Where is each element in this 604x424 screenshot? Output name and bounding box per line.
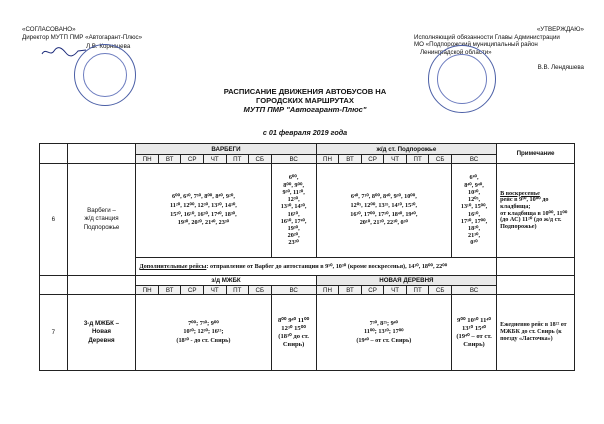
day-fri: ПТ [406, 155, 429, 164]
document-title [160, 88, 450, 114]
times-line: Свирь) [282, 340, 305, 348]
route7-dir2-sunday-times [451, 295, 496, 371]
direction-header-novaya-derevnya: НОВАЯ ДЕРЕВНЯ [316, 276, 496, 286]
day-thu: ЧТ [384, 286, 407, 295]
day-wed: СР [361, 155, 384, 164]
day-thu: ЧТ [203, 155, 226, 164]
times-line: 10³⁰; 12³⁰; 16¹⁵; [183, 328, 224, 336]
blank-route-header [67, 276, 136, 295]
route7-name-line2: Новая [91, 328, 111, 336]
approved-label-left: «СОГЛАСОВАНО» [22, 26, 76, 33]
times-line: (18³⁰ - до ст. Свирь) [176, 336, 231, 344]
day-fri: ПТ [226, 286, 249, 295]
day-sun: ВС [271, 286, 316, 295]
blank-route-header [67, 144, 136, 164]
times-line: 19³⁰, 20²⁰, 21⁴⁰, 23³⁰ [177, 219, 230, 227]
route7-note: Ежедневно рейс в 18²² от МЖБК до ст. Свирь (к поезду «Ласточка») [497, 295, 575, 371]
times-line: (18³⁰ до ст. [278, 332, 309, 340]
day-sun: ВС [451, 286, 496, 295]
day-sat: СБ [249, 155, 272, 164]
times-line: 6⁰⁰, [288, 174, 299, 182]
times-line: 23³⁰ [288, 239, 299, 247]
times-line: 13¹⁰, 15⁰⁰, [460, 203, 488, 211]
day-tue: ВТ [158, 286, 181, 295]
table-row-route7 [40, 295, 575, 371]
times-line: (19⁴⁰ – от ст. Свирь) [356, 336, 412, 344]
route6-dir2-sunday-times [451, 164, 496, 258]
day-sat: СБ [249, 286, 272, 295]
day-sun: ВС [451, 155, 496, 164]
times-line: 12⁰⁵, [467, 196, 481, 204]
times-line: 20¹⁰, 21³⁰, 22³⁰, 0³⁰ [359, 219, 408, 227]
route6-dir1-weekday-times [136, 164, 271, 258]
times-line: 16¹⁰, [287, 210, 300, 218]
note-line: В воскресенье [500, 189, 540, 197]
day-mon: ПН [136, 155, 159, 164]
times-line: 10³⁰, [467, 188, 481, 196]
times-line: Свирь) [463, 340, 485, 348]
extra-trips-label: Дополнительные рейсы [139, 263, 207, 270]
blank-number-header [40, 276, 68, 295]
times-line: 16⁵⁰, 17⁴⁰, [280, 217, 307, 225]
times-line: 15²⁰, 16¹⁰, 16⁵⁰, 17⁴⁰, 18³⁰, [170, 210, 237, 218]
stamp-left [74, 44, 136, 106]
note-header: Примечание [497, 144, 575, 164]
day-sun: ВС [271, 155, 316, 164]
day-wed: СР [181, 286, 204, 295]
direction-header-station: ж/д ст. Подпорожье [316, 144, 496, 155]
route6-name-line3: Подпорожье [83, 223, 120, 231]
approver-line3: Ленинградской области» [420, 48, 492, 56]
route6-dir2-weekday-times [316, 164, 451, 258]
times-line: 8⁰⁰ 9⁴⁰ 11⁰⁰ [277, 316, 310, 324]
route6-note [497, 164, 575, 258]
table-row-route6 [40, 164, 575, 258]
times-line: 12³⁰, [287, 196, 300, 204]
route-number-7: 7 [40, 295, 68, 371]
times-line: 11²⁰, 12⁰⁰, 12³⁰, 13³⁰, 14³⁰, [170, 201, 237, 209]
day-wed: СР [181, 155, 204, 164]
times-line: 16¹⁰, 17⁰⁰, 17⁵⁰, 18⁴⁰, 19⁴⁰, [350, 210, 418, 218]
times-line: 13¹⁰ 15⁴⁰ [461, 324, 487, 332]
title-line3: МУТП ПМР "Автогарант-Плюс" [243, 104, 367, 114]
times-line: 7³⁰, 8²⁵; 9⁴⁰ [369, 319, 399, 327]
extra-trips-text: : отправление от Варбег до автостанции в 9⁵⁰, 10³⁰ (кроме воскресенья), 14¹⁰, 18⁰⁰, 22⁰⁰ [206, 263, 448, 270]
day-sat: СБ [429, 155, 452, 164]
times-line: 6⁰⁰, 6³⁰, 7⁵⁰, 8⁰⁰, 8⁴⁰, 9²⁰, [172, 193, 235, 201]
note-line: от кладбища в 10⁰⁰, 11⁰⁰ (до АС) 11²⁰ (до ж/д ст. Подпорожье) [500, 209, 568, 230]
schedule-table [39, 143, 575, 371]
times-line: 8⁰⁰, 9⁰⁰, [283, 181, 305, 189]
times-line: 8⁴⁰, 9⁴⁰, [464, 181, 484, 189]
approved-label-right: «УТВЕРЖДАЮ» [536, 26, 584, 33]
signatory-right: В.В. Лендяшева [537, 64, 584, 72]
day-mon: ПН [316, 155, 339, 164]
route7-dir1-sunday-times [271, 295, 316, 371]
day-tue: ВТ [339, 155, 362, 164]
title-line2: ГОРОДСКИХ МАРШРУТАХ [256, 95, 354, 105]
day-tue: ВТ [158, 155, 181, 164]
times-line: 21³⁰, [467, 232, 481, 240]
approver-line1: Исполняющий обязанности Главы Администрации [414, 33, 560, 41]
times-line: 6⁴⁰, [469, 174, 479, 182]
route7-name-line3: Деревня [88, 336, 115, 344]
note-header-blank [497, 276, 575, 295]
day-wed: СР [361, 286, 384, 295]
times-line: 17³⁰, 17⁰⁰, [460, 217, 488, 225]
times-line: 9⁰⁰ 10⁵⁰ 11⁴⁰ [457, 316, 491, 324]
day-mon: ПН [316, 286, 339, 295]
times-line: (19⁴⁰ – от ст. [456, 332, 492, 340]
times-line: 11⁰⁰; 13¹⁰; 17⁰⁰ [363, 328, 404, 336]
route7-dir2-weekday-times [316, 295, 451, 371]
times-line: 16¹⁰, [467, 210, 481, 218]
times-line: 20²⁰, [287, 232, 300, 240]
approver-line2: МО «Подпорожский муниципальный район [414, 41, 538, 49]
direction-header-mzhbk: з/д МЖБК [136, 276, 316, 286]
effective-date: с 01 февраля 2019 года [262, 128, 348, 137]
director-position: Директор МУТП ПМР «Автогарант-Плюс» [22, 33, 143, 41]
day-thu: ЧТ [203, 286, 226, 295]
day-mon: ПН [136, 286, 159, 295]
route6-name-line1: Варбеги – [87, 206, 116, 214]
times-line: 9⁵⁰, 11²⁰, [282, 188, 305, 196]
times-line: 7⁰⁰; 7⁵⁰; 9⁰⁰ [188, 319, 219, 327]
day-fri: ПТ [406, 286, 429, 295]
times-line: 12⁰⁵, 12⁰⁰, 13³⁵, 14¹⁰, 15²⁰, [350, 201, 418, 209]
note-line: рейс в 9⁵⁰, 10⁰⁰ до кладбища; [500, 196, 549, 210]
route-number-6: 6 [40, 164, 68, 276]
route6-extra-note-blank [497, 258, 575, 276]
route-name-6 [67, 164, 136, 276]
times-line: 13³⁰, 14³⁰, [280, 203, 307, 211]
route6-name-line2: ж/д станция [84, 215, 119, 223]
route6-extra-trips [136, 258, 497, 276]
route7-name-line1: 3-д МЖБК – [83, 319, 120, 327]
day-fri: ПТ [226, 155, 249, 164]
times-line: 12³⁰ 15⁰⁰ [281, 324, 307, 332]
day-thu: ЧТ [384, 155, 407, 164]
signatory-left: Л.В. Корнацева [86, 43, 131, 51]
route6-dir1-sunday-times [271, 164, 316, 258]
times-line: 19³⁰, [287, 224, 300, 232]
route7-dir1-weekday-times [136, 295, 271, 371]
title-line1: РАСПИСАНИЕ ДВИЖЕНИЯ АВТОБУСОВ НА [223, 87, 387, 96]
times-line: 18²⁰, [467, 224, 481, 232]
times-line: 0³⁰ [470, 239, 478, 247]
day-sat: СБ [429, 286, 452, 295]
day-tue: ВТ [339, 286, 362, 295]
route-name-7 [67, 295, 136, 371]
blank-number-header [40, 144, 68, 164]
direction-header-varbegi: ВАРБЕГИ [136, 144, 316, 155]
times-line: 6⁴⁰, 7¹⁰, 8⁰⁰, 8⁴⁰, 9³⁰, 10⁰⁰, [350, 193, 417, 201]
